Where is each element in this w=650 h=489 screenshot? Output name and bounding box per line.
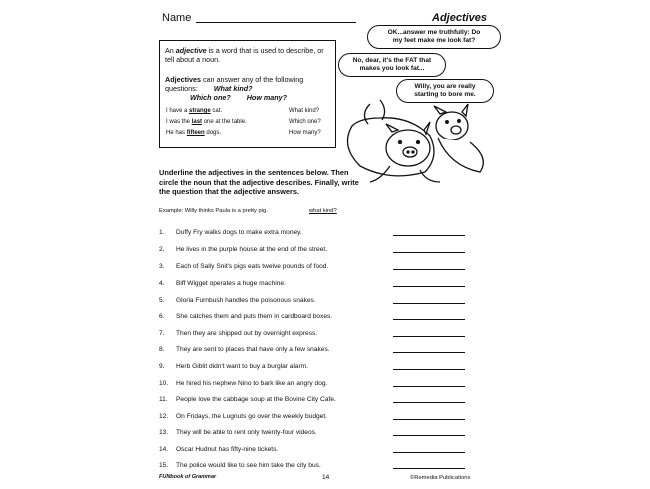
sentence-row: 10. He hired his nephew Nino to bark like an angry dog. — [159, 380, 328, 387]
sentence-row: 2. He lives in the purple house at the end of the street. — [159, 246, 328, 253]
answer-line[interactable] — [393, 452, 465, 453]
speech-bubble-fat: No, dear, it's the FAT that makes you look fat... — [338, 53, 446, 77]
example-line: Example: Willy thinks Paula is a pretty pig. what kind? — [159, 208, 337, 214]
answer-line[interactable] — [393, 336, 465, 337]
sentence-row: 5. Gloria Furnbush handles the poisonous snakes. — [159, 297, 316, 304]
example-answer: what kind? — [309, 208, 337, 214]
answer-line[interactable] — [393, 252, 465, 253]
questions-block: Adjectives can answer any of the following questions: What kind? Which one? How many? — [165, 75, 304, 102]
answer-line[interactable] — [393, 352, 465, 353]
answer-line[interactable] — [393, 386, 465, 387]
question-what-kind: What kind? — [213, 84, 253, 93]
name-label: Name — [162, 12, 192, 24]
footer-publisher: ©Remedia Publications — [410, 475, 471, 481]
sentence-row: 9. Herb Giblit didn't want to buy a burglar alarm. — [159, 363, 309, 370]
answer-line[interactable] — [393, 419, 465, 420]
answer-line[interactable] — [393, 369, 465, 370]
sentence-row: 6. She catches them and puts them in cardboard boxes. — [159, 313, 333, 320]
question-how-many: How many? — [246, 93, 288, 102]
answer-line[interactable] — [393, 235, 465, 236]
sentence-row: 13. They will be able to rent only twenty-four videos. — [159, 429, 317, 436]
instructions: Underline the adjectives in the sentences below. Then circle the noun that the adjective describes. Finally, write the question that the adjective answers. — [159, 168, 359, 196]
footer-page-number: 14 — [322, 474, 330, 481]
answer-line[interactable] — [393, 286, 465, 287]
sentence-row: 4. Biff Wigget operates a huge machine. — [159, 280, 286, 287]
answer-line[interactable] — [393, 402, 465, 403]
term-adjective: adjective — [175, 46, 207, 55]
sentence-row: 11. People love the cabbage soup at the Bovine City Cafe. — [159, 396, 336, 403]
answer-line[interactable] — [393, 303, 465, 304]
answer-line[interactable] — [393, 319, 465, 320]
answer-line[interactable] — [393, 269, 465, 270]
sentence-row: 7. Then they are shipped out by overnight express. — [159, 330, 318, 337]
term-adjectives: Adjectives — [165, 75, 201, 84]
example-row-3: He has fifteen dogs. How many? — [166, 130, 321, 136]
sentence-row: 3. Each of Sally Snit's pigs eats twelve pounds of food. — [159, 263, 329, 270]
definition-text: An adjective is a word that is used to describe, or tell about a noun. — [165, 46, 324, 64]
answer-line[interactable] — [393, 468, 465, 469]
page-title: Adjectives — [432, 12, 488, 24]
name-line — [196, 22, 356, 23]
question-which-one: Which one? — [190, 93, 231, 102]
footer-book-title: FUNbook of Grammar — [159, 474, 217, 480]
speech-bubble-feet: OK...answer me truthfully: Do my feet make me look fat? — [367, 25, 501, 49]
sentence-row: 12. On Fridays, the Lugnuts go over the weekly budget. — [159, 413, 328, 420]
speech-bubble-bore: Willy, you are really starting to bore me. — [396, 79, 494, 103]
sentence-row: 1. Duffy Fry walks dogs to make extra money. — [159, 229, 302, 236]
example-row-2: I was the last one at the table. Which one? — [166, 119, 321, 125]
example-row-1: I have a strange cat. What kind? — [166, 108, 320, 114]
sentence-row: 8. They are sent to places that have only a few snakes. — [159, 346, 330, 353]
sentence-row: 15. The police would like to see him take the city bus. — [159, 462, 321, 469]
answer-line[interactable] — [393, 435, 465, 436]
sentence-row: 14. Oscar Hudnut has fifty-nine tickets. — [159, 446, 279, 453]
